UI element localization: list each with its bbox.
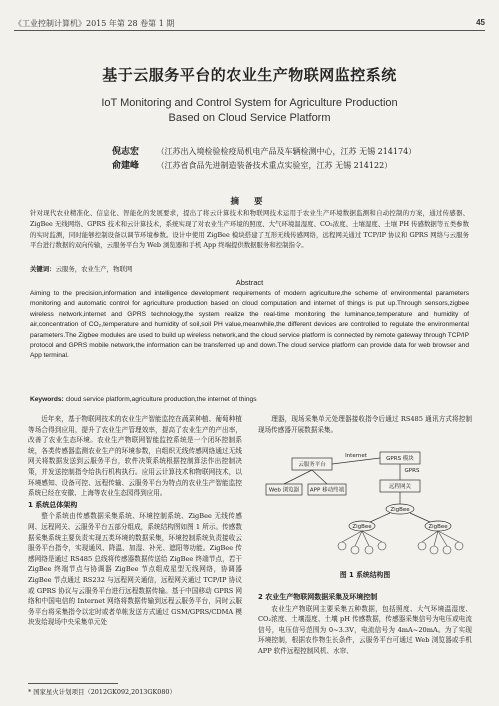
title-english-line-2: Based on Cloud Service Platform	[168, 112, 331, 124]
author-row	[112, 159, 416, 173]
right-continuation-paragraph: 理器，现场采集单元处理器接收指令后通过 RS485 通讯方式将控制现场传感器开展数据采集。	[258, 415, 472, 434]
author-name: 倪志宏	[112, 147, 140, 157]
body-right-top	[258, 414, 472, 435]
abstract-en-text: Aiming to the precision,information and intelligence development requirements of modern agriculture,the scheme of environmental parameters monitoring and automatic control for agriculture production based on cloud computation and internet of things is put up.Through sensors,zigbee wireless network,internet and GPRS technology,the system realize the real-time monitoring the luminance,temperature and humidity of air,concentration of CO₂,temperature and humidity of soil,soil PH value,meanwhile,the different devices are controlled to regulate the environmental parameters.The Zigbee modules are used to build up wireless network,and the cloud service platform is connected by remote gateway through TCP/IP protocol and GPRS mobile network,the information can be transferred up and down.The cloud service platform can provide data for web browser and App terminal.	[30, 290, 469, 360]
footnote: * 国家星火计划项目（2012GK092,2013GK080）	[28, 688, 176, 696]
abstract-cn-heading: 摘 要	[230, 197, 269, 207]
section-heading-2: 2 农业生产物联网数据采集及环境控制	[258, 593, 378, 601]
sensor-node	[351, 546, 359, 554]
sensor-node	[418, 542, 426, 550]
gateway-label: 远程网关	[388, 484, 412, 490]
coordinator-label: ZigBee	[390, 507, 410, 513]
sensor-node	[455, 542, 463, 550]
author-list	[112, 145, 416, 173]
sensor-node	[430, 546, 438, 554]
journal-info: 《工业控制计算机》2015 年第 28 卷第 1 期	[14, 19, 175, 28]
author-name: 俞建峰	[112, 161, 140, 171]
section-1-paragraph: 整个系统由传感数据采集系统、环境控制系统、ZigBee 无线传感网、远程网关、云服务平台五部分组成，系统结构图如图 1 所示。传感数据采集系统主要负责实现五类环境的数据采集，环境控制系统负责接收云服务平台指令，实现通风、降温、加湿、补光、遮阳等功能。ZigBee 传感网络是通过 RS485 总线将传感器数据传送给 ZigBee 终端节点，若干 ZigBee 终端节点与协调器 ZigBee 节点组成星型无线网络，协调器 ZigBee 节点通过 RS232 与远程网关通信，远程网关通过 TCP/IP 协议或 GPRS 协议与云服务平台进行远程数据传输。基于中国移动 GPRS 网络和中国电信的 Internet 网络将数据传输到远程云服务平台，同时云服务平台将采集指令以定时或者单帐发送方式通过 GSM/GPRS/CDMA 模块发给现场中央采集单元处	[28, 512, 242, 627]
keywords-cn-label: 关键词：	[30, 265, 56, 273]
sensor-node	[365, 546, 373, 554]
system-architecture-figure	[262, 440, 468, 568]
router-left-label: ZigBee	[352, 524, 372, 530]
keywords-en	[30, 396, 469, 403]
mobile-app-label: APP 移动终端	[309, 487, 345, 494]
sensor-node	[443, 546, 451, 554]
sensor-node	[378, 542, 386, 550]
title-chinese: 基于云服务平台的农业生产物联网监控系统	[102, 66, 397, 84]
keywords-cn	[30, 264, 469, 273]
header-rule	[14, 30, 485, 31]
router-right-label: ZigBee	[428, 524, 448, 530]
internet-label: Internet	[345, 453, 367, 459]
sensor-node	[338, 542, 346, 550]
running-header	[14, 14, 485, 30]
author-affiliation: （江苏省食品先进制造装备技术重点实验室，江苏 无锡 214122）	[156, 161, 393, 170]
intro-paragraph: 近年来，基于物联网技术的农业生产智能监控在蔬菜种植、葡萄种植等场合得到应用，提升了农业生产管理效率，提高了农业生产的产出率，改善了农业生态环境。农业生产物联网智能监控系统是一个闭环控制系统，各类传感器监测农业生产的环境参数，自组织无线传感网络通过无线网关将数据发送到云服务平台，软件决策系统根据控制算法作出控制决策，并发送控制指令给执行机构执行。应用云计算技术和物联网技术，以环境感知、设备可控、远程传输、云服务平台为特点的农业生产智能监控系统已经在安徽、上海等农业生态园得到应用。	[28, 415, 242, 498]
section-2-paragraph: 农业生产物联网主要采集五种数据，包括照度、大气环境温湿度、CO₂浓度、土壤湿度、土壤 pH 传感数据，传感器采集信号为电压或电流信号，电压信号范围为 0~3.3V，电流信号为 4mA~20mA。为了实现环境控制，根据农作物生长条件，云服务平台可通过 Web 浏览器或手机 APP 软件远程控制风机、水帘、	[258, 604, 472, 655]
gprs-label: GPRS	[404, 468, 420, 474]
abstract-en-heading: Abstract	[235, 278, 264, 287]
abstract-cn-text: 针对现代农业精准化、信息化、智能化的发展要求，提出了将云计算技术和物联网技术运用于农业生产环境数据监测和自动控制的方案，通过传感器、ZigBee 无线网络、GPRS 技术和云计算技术，系统实现了对农业生产环境的照度、大气环境温湿度、CO₂浓度、土壤湿度、土壤 PH 传感数据等五类参数的实时监测，同时能够控制设备以调节环境参数。设计中使用 ZigBee 模块搭建了互形无线传感网络，远程网关通过 TCP/IP 协议和 GPRS 网络与云服务平台进行数据的双向传输，云服务平台为 Web 浏览器和手机 App 终端提供数据服务和控制指令。	[30, 209, 469, 250]
body-left-column	[28, 414, 242, 628]
keywords-en-value: cloud service platform,agriculture production,the internet of things	[65, 396, 257, 403]
body-right-bottom	[258, 591, 472, 657]
section-heading-1: 1 系统总体架构	[28, 500, 78, 509]
keywords-en-label: Keywords:	[30, 396, 64, 403]
title-english	[0, 96, 499, 126]
gprs-module-label: GPRS 模块	[386, 456, 414, 462]
figure-caption: 图 1 系统结构图	[339, 571, 391, 579]
footnote-rule	[28, 683, 118, 684]
web-browser-label: Web 浏览器	[268, 487, 300, 494]
keywords-cn-value: 云服务，农业生产，物联网	[55, 265, 133, 273]
cloud-label: 云服务平台	[298, 462, 326, 468]
author-row	[112, 145, 416, 159]
page-number: 45	[476, 18, 485, 27]
sensor-nodes	[338, 531, 463, 554]
author-affiliation: （江苏出入境检验检疫局机电产品及车辆检测中心，江苏 无锡 214174）	[156, 147, 417, 156]
title-english-line-1: IoT Monitoring and Control System for Agriculture Production	[101, 97, 398, 109]
